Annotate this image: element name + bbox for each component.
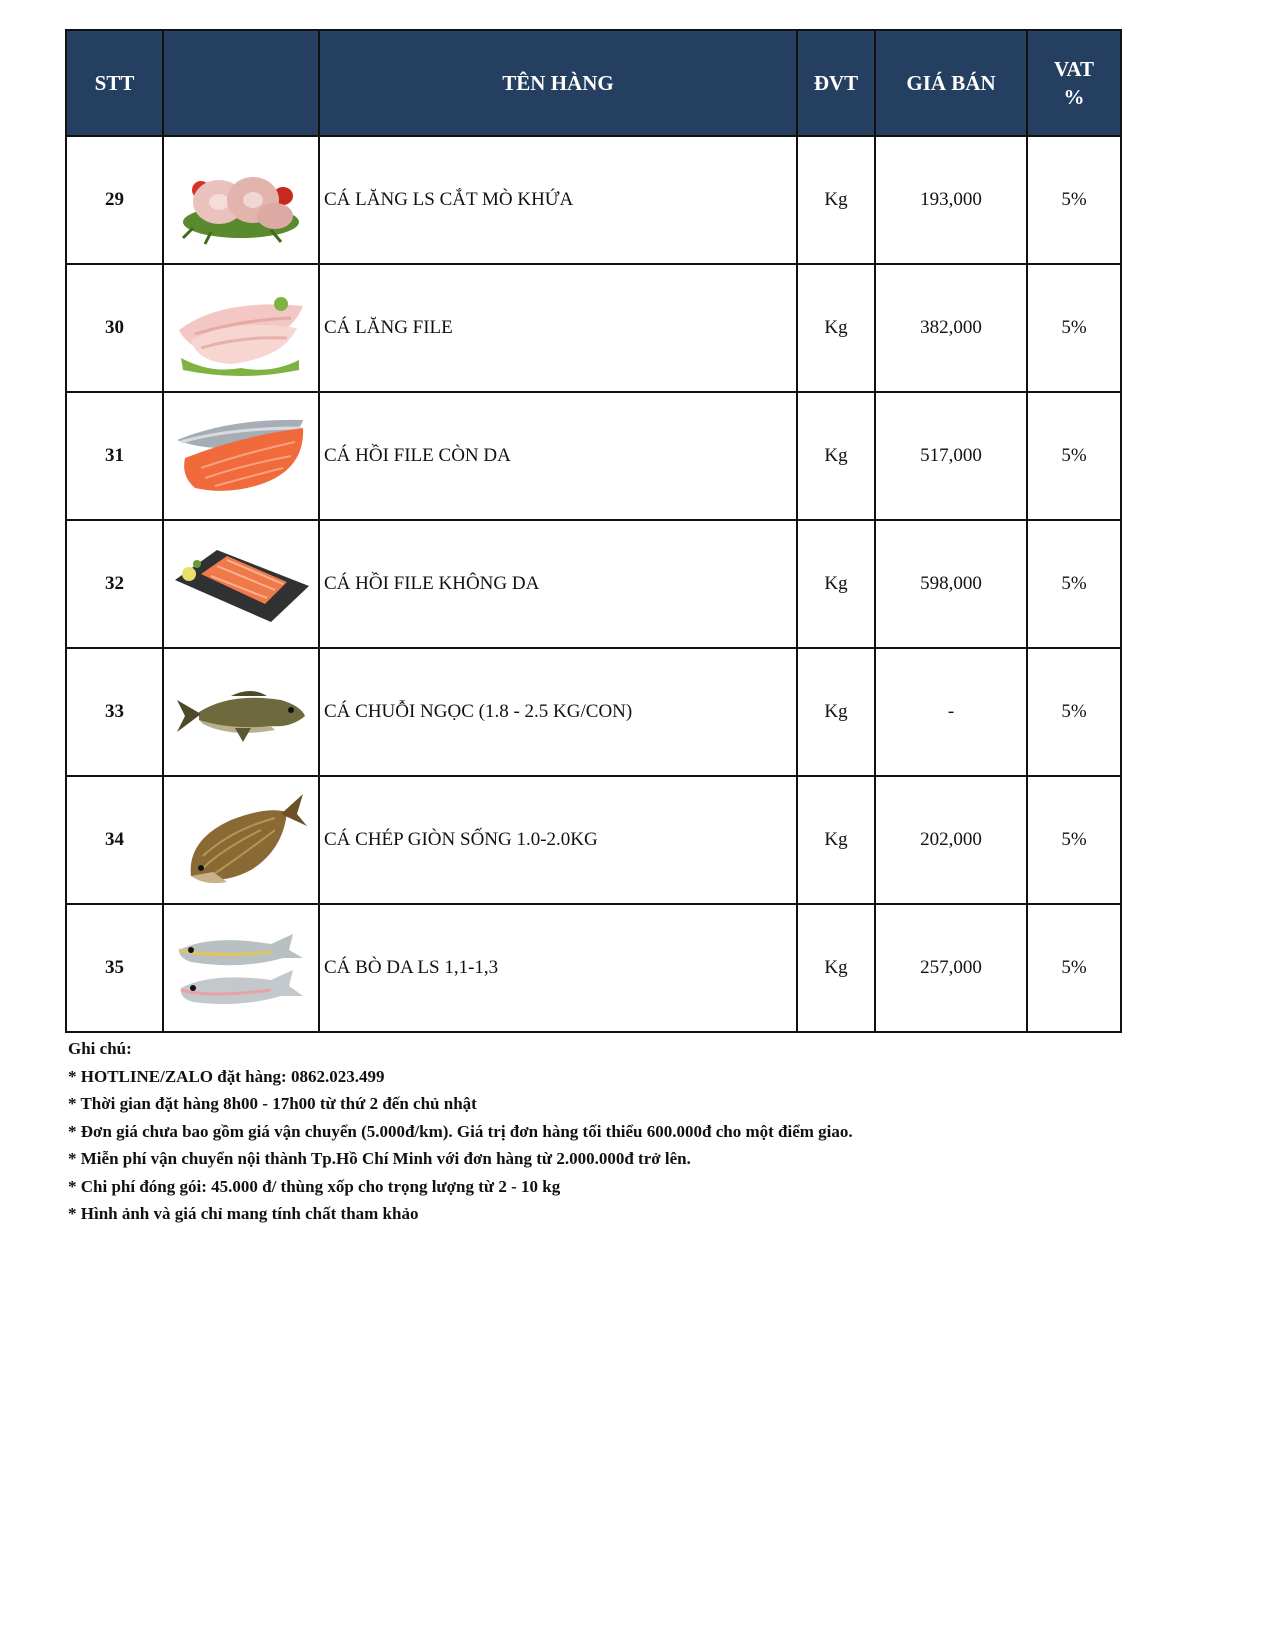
row-name: CÁ CHUỖI NGỌC (1.8 - 2.5 KG/CON)	[319, 648, 797, 776]
notes-title: Ghi chú:	[68, 1039, 132, 1058]
fish-steak-image	[171, 150, 311, 250]
price-table	[65, 29, 1122, 1033]
row-stt: 34	[66, 776, 163, 904]
row-name: CÁ HỒI FILE CÒN DA	[319, 392, 797, 520]
table-row	[66, 264, 1121, 392]
row-name: CÁ LĂNG LS CẮT MÒ KHỨA	[319, 136, 797, 264]
row-name: CÁ LĂNG FILE	[319, 264, 797, 392]
row-price: 598,000	[875, 520, 1027, 648]
header-image	[163, 30, 319, 136]
row-stt: 33	[66, 648, 163, 776]
row-unit: Kg	[797, 520, 875, 648]
row-stt: 35	[66, 904, 163, 1032]
header-name: TÊN HÀNG	[319, 30, 797, 136]
row-unit: Kg	[797, 776, 875, 904]
header-vat-line2: %	[1063, 85, 1085, 109]
note-line-order-time: * Thời gian đặt hàng 8h00 - 17h00 từ thứ 2 đến chủ nhật	[68, 1094, 477, 1113]
table-row	[66, 776, 1121, 904]
row-stt: 31	[66, 392, 163, 520]
row-vat: 5%	[1027, 392, 1121, 520]
row-price: 517,000	[875, 392, 1027, 520]
row-price: 193,000	[875, 136, 1027, 264]
row-vat: 5%	[1027, 904, 1121, 1032]
row-stt: 29	[66, 136, 163, 264]
note-line-packaging-fee: * Chi phí đóng gói: 45.000 đ/ thùng xốp cho trọng lượng từ 2 - 10 kg	[68, 1176, 561, 1196]
row-name: CÁ HỒI FILE KHÔNG DA	[319, 520, 797, 648]
row-stt: 32	[66, 520, 163, 648]
row-unit: Kg	[797, 392, 875, 520]
row-vat: 5%	[1027, 264, 1121, 392]
row-price: -	[875, 648, 1027, 776]
row-vat: 5%	[1027, 520, 1121, 648]
table-row	[66, 648, 1121, 776]
table-row	[66, 520, 1121, 648]
header-vat	[1027, 30, 1121, 136]
table-row	[66, 904, 1121, 1032]
salmon-fillet-board-image	[171, 534, 311, 634]
row-unit: Kg	[797, 648, 875, 776]
notes-section	[68, 1035, 853, 1228]
row-unit: Kg	[797, 136, 875, 264]
row-name: CÁ CHÉP GIÒN SỐNG 1.0-2.0KG	[319, 776, 797, 904]
note-line-shipping-price: * Đơn giá chưa bao gồm giá vận chuyển (5.000đ/km). Giá trị đơn hàng tối thiểu 600.000đ cho một điểm giao.	[68, 1121, 853, 1141]
row-price: 202,000	[875, 776, 1027, 904]
leatherjacket-fish-image	[171, 918, 311, 1018]
note-line-disclaimer: * Hình ảnh và giá chỉ mang tính chất tham khảo	[68, 1204, 419, 1223]
note-line-free-shipping: * Miễn phí vận chuyển nội thành Tp.Hồ Chí Minh với đơn hàng từ 2.000.000đ trở lên.	[68, 1149, 691, 1168]
snakehead-fish-image	[171, 662, 311, 762]
row-vat: 5%	[1027, 648, 1121, 776]
row-name: CÁ BÒ DA LS 1,1-1,3	[319, 904, 797, 1032]
row-stt: 30	[66, 264, 163, 392]
note-line-hotline: * HOTLINE/ZALO đặt hàng: 0862.023.499	[68, 1066, 385, 1086]
table-row	[66, 392, 1121, 520]
salmon-fillet-skin-image	[171, 406, 311, 506]
carp-fish-image	[171, 790, 311, 890]
row-vat: 5%	[1027, 136, 1121, 264]
header-vat-line1: VAT	[1053, 57, 1095, 81]
white-fish-fillet-image	[171, 278, 311, 378]
table-header-row	[66, 30, 1121, 136]
row-price: 257,000	[875, 904, 1027, 1032]
table-row	[66, 136, 1121, 264]
row-vat: 5%	[1027, 776, 1121, 904]
row-unit: Kg	[797, 904, 875, 1032]
header-unit: ĐVT	[797, 30, 875, 136]
row-price: 382,000	[875, 264, 1027, 392]
header-stt: STT	[66, 30, 163, 136]
header-price: GIÁ BÁN	[875, 30, 1027, 136]
row-unit: Kg	[797, 264, 875, 392]
